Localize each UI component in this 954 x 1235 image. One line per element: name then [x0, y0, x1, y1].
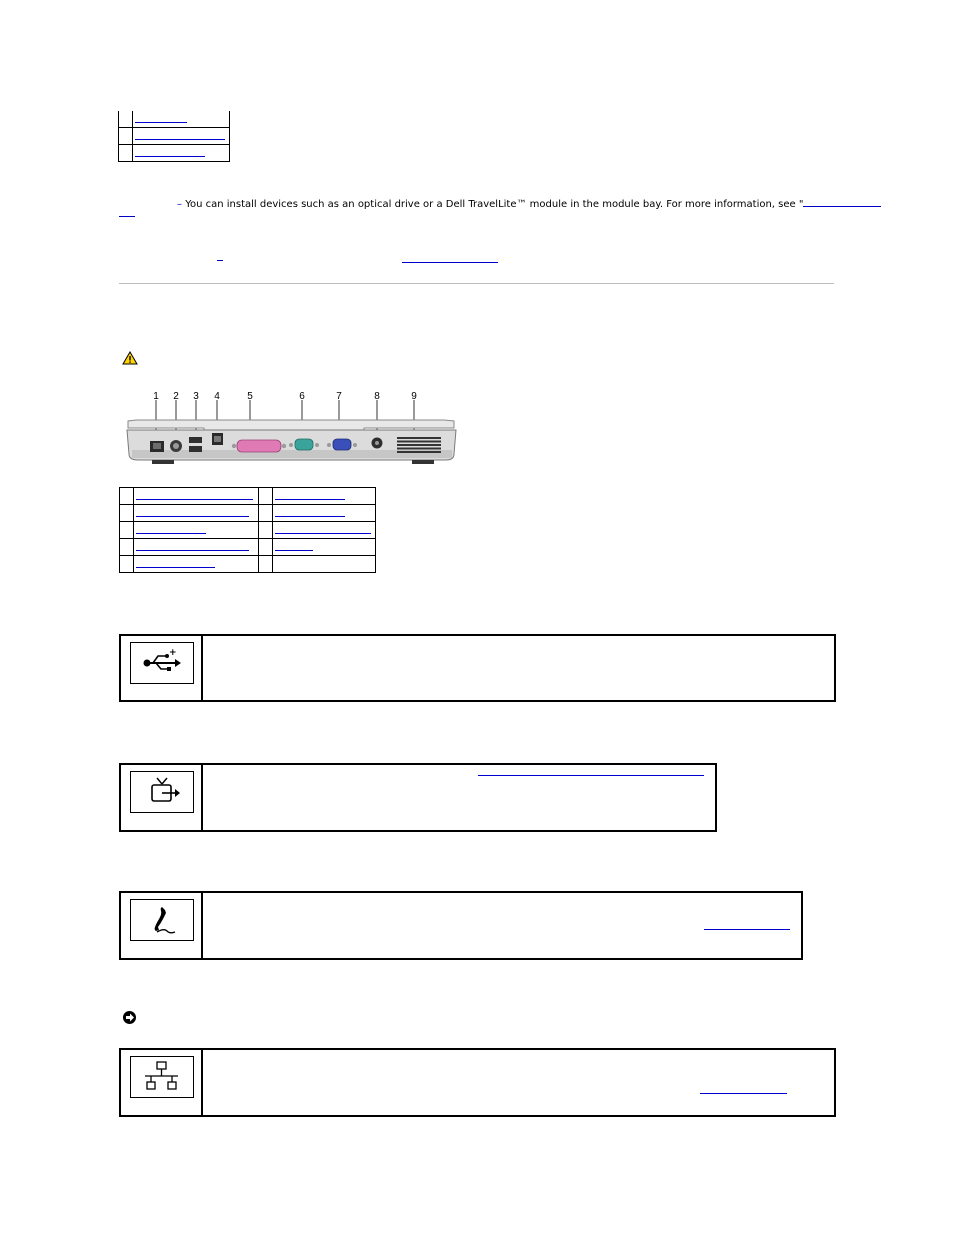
callout-link-cell: [133, 145, 230, 162]
usb-icon: [130, 642, 194, 684]
callout-link[interactable]: [135, 147, 205, 157]
legend-link-cell: [273, 488, 376, 505]
callout-number-9: 9: [411, 391, 417, 402]
contents-link[interactable]: [402, 255, 498, 263]
legend-link-cell: [273, 539, 376, 556]
table-row: [119, 145, 230, 162]
s-video-icon-cell: [121, 765, 203, 830]
callout-link-cell: [133, 128, 230, 145]
legend-link-cell: [273, 505, 376, 522]
caution-icon: [122, 351, 138, 365]
section-divider: [119, 283, 834, 284]
legend-number: [120, 556, 134, 573]
top-callout-table: [118, 111, 230, 162]
network-link[interactable]: [700, 1085, 787, 1094]
legend-link-cell: [134, 488, 259, 505]
table-row: [120, 522, 376, 539]
modem-phone-icon: [130, 899, 194, 941]
table-row: [119, 128, 230, 145]
table-row: [120, 505, 376, 522]
note-marker: –: [177, 199, 182, 210]
legend-link[interactable]: [136, 490, 253, 500]
legend-number: [259, 556, 273, 573]
table-row: [119, 111, 230, 128]
legend-link-cell: [273, 522, 376, 539]
legend-number: [120, 505, 134, 522]
legend-number: [120, 522, 134, 539]
legend-link-cell: [273, 556, 376, 573]
svg-text:+: +: [169, 648, 177, 658]
callout-link[interactable]: [135, 113, 187, 123]
legend-number: [259, 522, 273, 539]
note-link-continuation[interactable]: [119, 208, 135, 217]
notice-icon: [122, 1010, 137, 1025]
legend-link[interactable]: [275, 541, 313, 551]
callout-number-1: 1: [153, 391, 159, 402]
callout-number-6: 6: [299, 391, 305, 402]
table-row: [120, 556, 376, 573]
legend-link[interactable]: [136, 507, 249, 517]
legend-number: [120, 488, 134, 505]
legend-link-cell: [134, 522, 259, 539]
network-icon-cell: [121, 1050, 203, 1115]
network-icon: [130, 1056, 194, 1098]
legend-number: [120, 539, 134, 556]
legend-link[interactable]: [136, 524, 206, 534]
legend-number: [259, 539, 273, 556]
callout-number-2: 2: [173, 391, 179, 402]
legend-link-cell: [134, 539, 259, 556]
computer-back-view-illustration: [124, 388, 459, 468]
legend-link[interactable]: [275, 507, 345, 517]
legend-number: [259, 505, 273, 522]
back-to-top-link[interactable]: [217, 253, 223, 261]
legend-link[interactable]: [136, 541, 249, 551]
s-video-tv-out-icon: [130, 771, 194, 813]
back-view-drawing: [124, 388, 459, 468]
callout-number-5: 5: [247, 391, 253, 402]
legend-number: [259, 488, 273, 505]
back-view-legend-table: [119, 487, 376, 573]
note-link[interactable]: [803, 198, 881, 207]
usb-icon-cell: [121, 636, 203, 700]
callout-link[interactable]: [135, 130, 225, 140]
legend-link[interactable]: [275, 490, 345, 500]
table-row: [120, 539, 376, 556]
note-text: You can install devices such as an optical drive or a Dell TravelLite™ module in the module bay. For more information, see ": [185, 199, 804, 210]
callout-number: [119, 128, 133, 145]
table-row: [120, 488, 376, 505]
callout-number-7: 7: [336, 391, 342, 402]
usb-connector-box: [119, 634, 836, 702]
module-bay-note: [177, 198, 827, 210]
network-connector-box: [119, 1048, 836, 1117]
callout-number: [119, 111, 133, 128]
callout-link-cell: [133, 111, 230, 128]
callout-number-8: 8: [374, 391, 380, 402]
callout-number: [119, 145, 133, 162]
modem-link[interactable]: [704, 921, 790, 930]
legend-link[interactable]: [136, 558, 215, 568]
s-video-link[interactable]: [478, 767, 704, 776]
callout-number-3: 3: [193, 391, 199, 402]
modem-connector-box: [119, 891, 803, 960]
legend-link[interactable]: [275, 524, 371, 534]
legend-link-cell: [134, 505, 259, 522]
callout-number-4: 4: [214, 391, 220, 402]
legend-link-cell: [134, 556, 259, 573]
modem-icon-cell: [121, 893, 203, 958]
